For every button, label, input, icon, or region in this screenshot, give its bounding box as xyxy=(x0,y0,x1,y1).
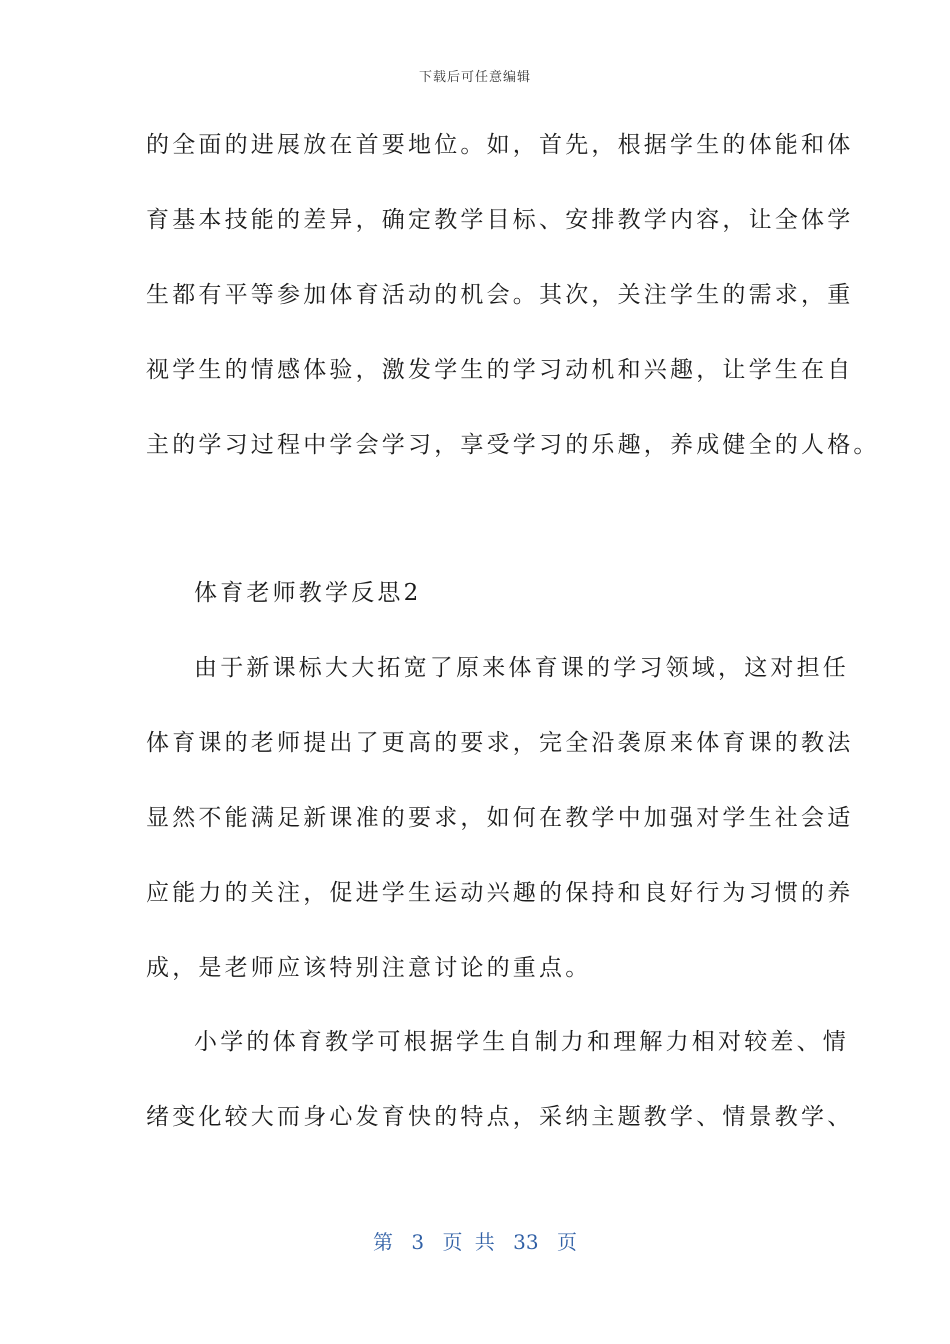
text-line: 小学的体育教学可根据学生自制力和理解力相对较差、情 xyxy=(194,1029,849,1055)
page-number: 3 xyxy=(411,1230,425,1254)
text-line: 的全面的进展放在首要地位。如，首先，根据学生的体能和体 xyxy=(146,132,854,158)
footer-suffix: 页 xyxy=(556,1230,577,1254)
text-line: 育基本技能的差异，确定教学目标、安排教学内容，让全体学 xyxy=(146,207,854,233)
text-line: 体育课的老师提出了更高的要求，完全沿袭原来体育课的教法 xyxy=(146,730,854,756)
footer-middle: 页 共 xyxy=(442,1230,495,1254)
text-line: 视学生的情感体验，激发学生的学习动机和兴趣，让学生在自 xyxy=(146,357,854,383)
text-line: 由于新课标大大拓宽了原来体育课的学习领域，这对担任 xyxy=(194,655,849,681)
text-line: 主的学习过程中学会学习，享受学习的乐趣，养成健全的人格。 xyxy=(146,432,880,458)
page-footer xyxy=(0,1226,950,1255)
section-title: 体育老师教学反思2 xyxy=(194,580,422,606)
footer-prefix: 第 xyxy=(373,1230,393,1254)
total-pages: 33 xyxy=(513,1230,539,1254)
text-line: 生都有平等参加体育活动的机会。其次，关注学生的需求，重 xyxy=(146,282,854,308)
header-note: 下载后可任意编辑 xyxy=(418,70,531,85)
text-line: 显然不能满足新课准的要求，如何在教学中加强对学生社会适 xyxy=(146,805,854,831)
text-line: 绪变化较大而身心发育快的特点，采纳主题教学、情景教学、 xyxy=(146,1104,854,1130)
text-line: 成，是老师应该特别注意讨论的重点。 xyxy=(146,955,592,981)
text-line: 应能力的关注，促进学生运动兴趣的保持和良好行为习惯的养 xyxy=(146,880,854,906)
